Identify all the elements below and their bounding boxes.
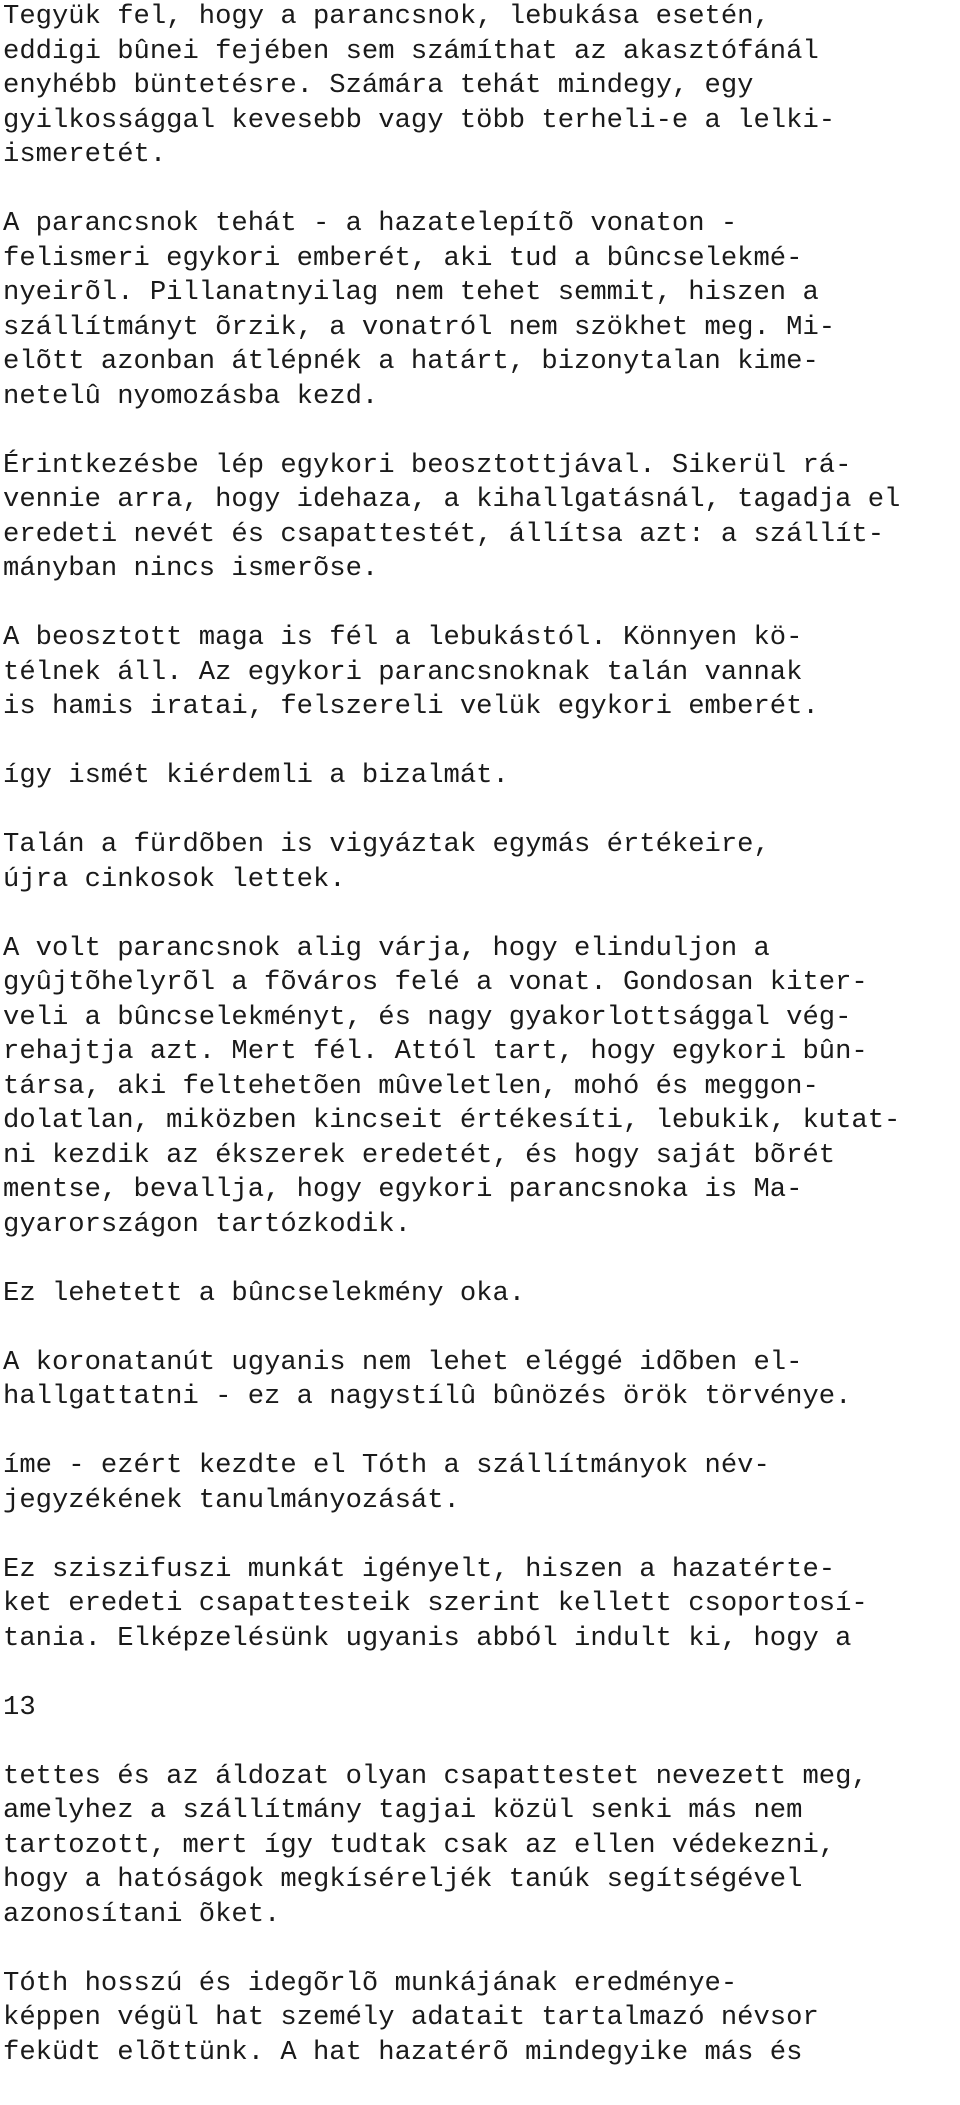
paragraph	[3, 449, 960, 587]
text-line: azonosítani õket.	[3, 1898, 281, 1930]
text-line: netelû nyomozásba kezd.	[3, 380, 379, 412]
text-line: gyarországon tartózkodik.	[3, 1208, 411, 1240]
text-line: így ismét kiérdemli a bizalmát.	[3, 760, 509, 791]
text-line: Tegyük fel, hogy a parancsnok, lebukása esetén,	[3, 1, 770, 32]
text-line: ismeretét.	[3, 139, 167, 170]
text-line: amelyhez a szállítmány tagjai közül senki más nem	[3, 1795, 803, 1826]
text-line: tania. Elképzelésünk ugyanis abból indult ki, hogy a	[3, 1622, 852, 1654]
text-line: A koronatanút ugyanis nem lehet eléggé idõben el-	[3, 1346, 803, 1378]
paragraph	[3, 828, 960, 897]
paragraph	[3, 1967, 960, 2071]
paragraph	[3, 621, 960, 725]
text-line: feküdt elõttünk. A hat hazatérõ mindegyike más és	[3, 2036, 803, 2068]
text-line: 13	[3, 1691, 36, 1723]
text-line: szállítmányt õrzik, a vonatról nem szökhet meg. Mi-	[3, 311, 836, 343]
text-line: társa, aki feltehetõen mûveletlen, mohó és meggon-	[3, 1070, 819, 1102]
text-line: eddigi bûnei fejében sem számíthat az akasztófánál	[3, 35, 819, 67]
paragraph	[3, 1346, 960, 1415]
text-line: mentse, bevallja, hogy egykori parancsnoka is Ma-	[3, 1174, 803, 1205]
text-line: Tóth hosszú és idegõrlõ munkájának eredménye-	[3, 1967, 738, 1999]
text-line: Talán a fürdõben is vigyáztak egymás értékeire,	[3, 829, 770, 860]
text-line: képpen végül hat személy adatait tartalmazó névsor	[3, 2002, 819, 2033]
paragraph	[3, 1277, 960, 1312]
text-line: íme - ezért kezdte el Tóth a szállítmányok név-	[3, 1450, 770, 1481]
paragraph	[3, 0, 960, 173]
text-line: is hamis iratai, felszereli velük egykori emberét.	[3, 691, 819, 722]
text-line: rehajtja azt. Mert fél. Attól tart, hogy egykori bûn-	[3, 1036, 868, 1067]
text-line: eredeti nevét és csapattestét, állítsa azt: a szállít-	[3, 518, 885, 550]
text-line: jegyzékének tanulmányozását.	[3, 1484, 460, 1516]
paragraph	[3, 207, 960, 414]
paragraph	[3, 759, 960, 794]
paragraph	[3, 1449, 960, 1518]
text-line: hallgattatni - ez a nagystílû bûnözés örök törvénye.	[3, 1381, 852, 1412]
text-line: vennie arra, hogy idehaza, a kihallgatásnál, tagadja el	[3, 484, 901, 515]
text-line: nyeirõl. Pillanatnyilag nem tehet semmit, hiszen a	[3, 277, 819, 308]
text-line: Ez lehetett a bûncselekmény oka.	[3, 1277, 526, 1309]
text-line: újra cinkosok lettek.	[3, 863, 346, 895]
text-line: Ez sziszifuszi munkát igényelt, hiszen a hazatérte-	[3, 1553, 836, 1585]
text-line: hogy a hatóságok megkíséreljék tanúk segítségével	[3, 1864, 803, 1895]
text-line: tettes és az áldozat olyan csapattestet nevezett meg,	[3, 1760, 868, 1792]
text-line: dolatlan, miközben kincseit értékesíti, lebukik, kutat-	[3, 1105, 901, 1136]
paragraph	[3, 1760, 960, 1933]
text-line: tartozott, mert így tudtak csak az ellen védekezni,	[3, 1829, 836, 1861]
text-line: mányban nincs ismerõse.	[3, 553, 379, 584]
text-line: enyhébb büntetésre. Számára tehát mindegy, egy	[3, 70, 754, 101]
text-line: ni kezdik az ékszerek eredetét, és hogy saját bõrét	[3, 1139, 836, 1171]
text-line: gyilkossággal kevesebb vagy több terheli-e a lelki-	[3, 104, 836, 136]
text-line: ket eredeti csapattesteik szerint kellett csoportosí-	[3, 1588, 868, 1619]
text-line: A beosztott maga is fél a lebukástól. Könnyen kö-	[3, 622, 803, 653]
paragraph	[3, 932, 960, 1243]
text-line: veli a bûncselekményt, és nagy gyakorlottsággal vég-	[3, 1001, 852, 1033]
text-line: felismeri egykori emberét, aki tud a bûncselekmé-	[3, 242, 803, 274]
paragraph	[3, 1553, 960, 1657]
text-line: A volt parancsnok alig várja, hogy elinduljon a	[3, 932, 770, 964]
text-line: A parancsnok tehát - a hazatelepítõ vonaton -	[3, 208, 738, 239]
text-line: Érintkezésbe lép egykori beosztottjával. Sikerül rá-	[3, 449, 852, 481]
text-line: gyûjtõhelyrõl a fõváros felé a vonat. Gondosan kiter-	[3, 967, 868, 998]
page-number	[3, 1691, 960, 1726]
text-line: télnek áll. Az egykori parancsnoknak talán vannak	[3, 656, 803, 688]
text-line: elõtt azonban átlépnék a határt, bizonytalan kime-	[3, 346, 819, 377]
